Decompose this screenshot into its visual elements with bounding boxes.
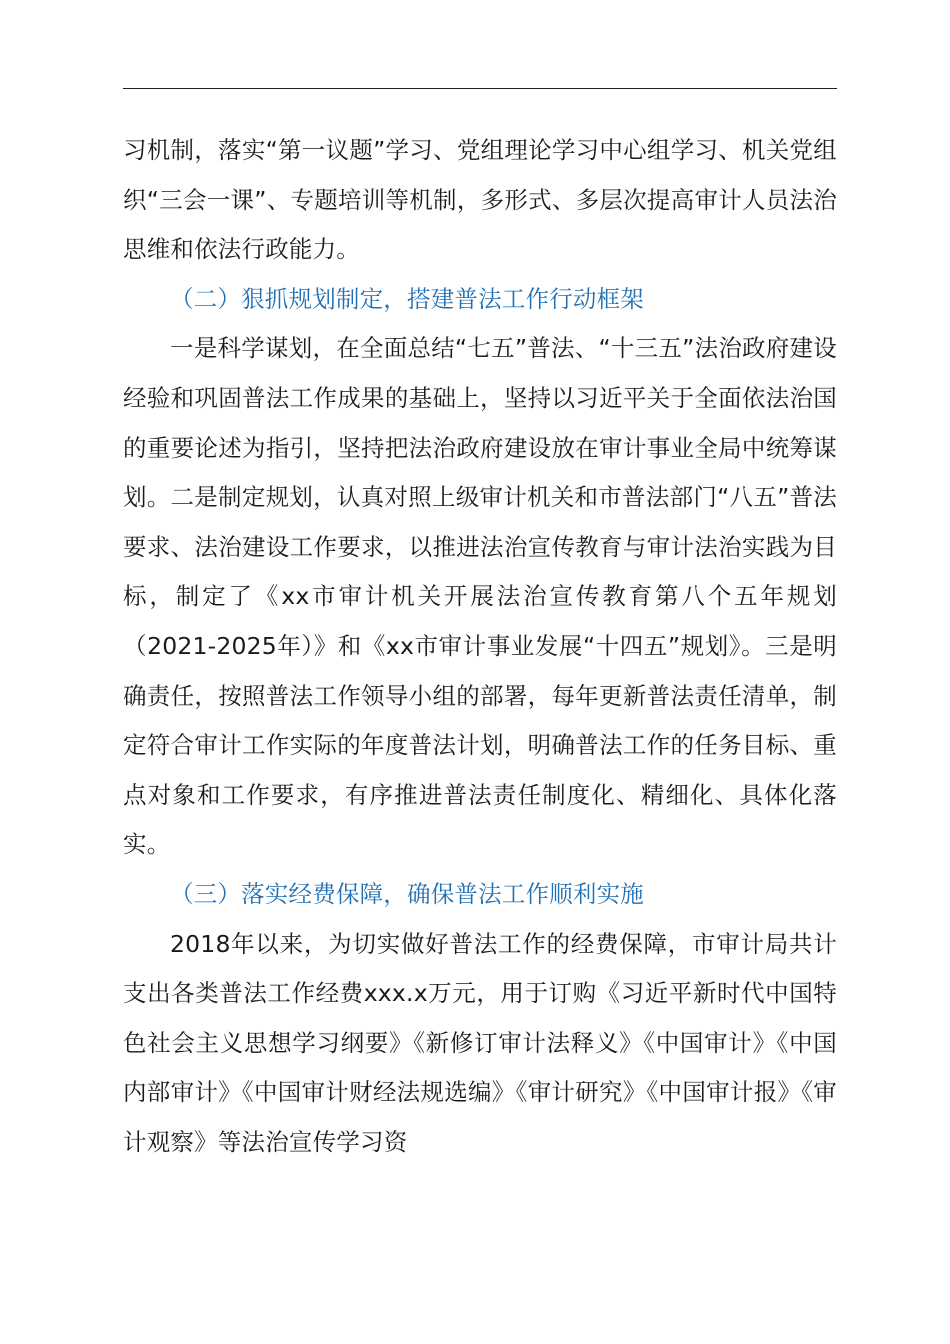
document-body <box>123 126 837 1167</box>
section-heading-3: （三）落实经费保障，确保普法工作顺利实施 <box>170 879 644 908</box>
header-rule <box>123 88 837 89</box>
section-heading-2: （二）狠抓规划制定，搭建普法工作行动框架 <box>170 284 644 313</box>
paragraph-funding: 2018年以来，为切实做好普法工作的经费保障，市审计局共计支出各类普法工作经费xxx.x万元，用于订购《习近平新时代中国特色社会主义思想学习纲要》《新修订审计法释义》《中国审计》《中国内部审计》《中国审计财经法规选编》《审计研究》《中国审计报》《审计观察》等法治宣传学习资 <box>123 929 837 1156</box>
paragraph-planning: 一是科学谋划，在全面总结“七五”普法、“十三五”法治政府建设经验和巩固普法工作成果的基础上，坚持以习近平关于全面依法治国的重要论述为指引，坚持把法治政府建设放在审计事业全局中统筹谋划。二是制定规划，认真对照上级审计机关和市普法部门“八五”普法要求、法治建设工作要求，以推进法治宣传教育与审计法治实践为目标，制定了《xx市审计机关开展法治宣传教育第八个五年规划（2021-2025年）》和《xx市审计事业发展“十四五”规划》。三是明确责任，按照普法工作领导小组的部署，每年更新普法责任清单，制定符合审计工作实际的年度普法计划，明确普法工作的任务目标、重点对象和工作要求，有序推进普法责任制度化、精细化、具体化落实。 <box>123 334 837 859</box>
paragraph-continuation: 习机制，落实“第一议题”学习、党组理论学习中心组学习、机关党组织“三会一课”、专题培训等机制，多形式、多层次提高审计人员法治思维和依法行政能力。 <box>123 136 837 264</box>
